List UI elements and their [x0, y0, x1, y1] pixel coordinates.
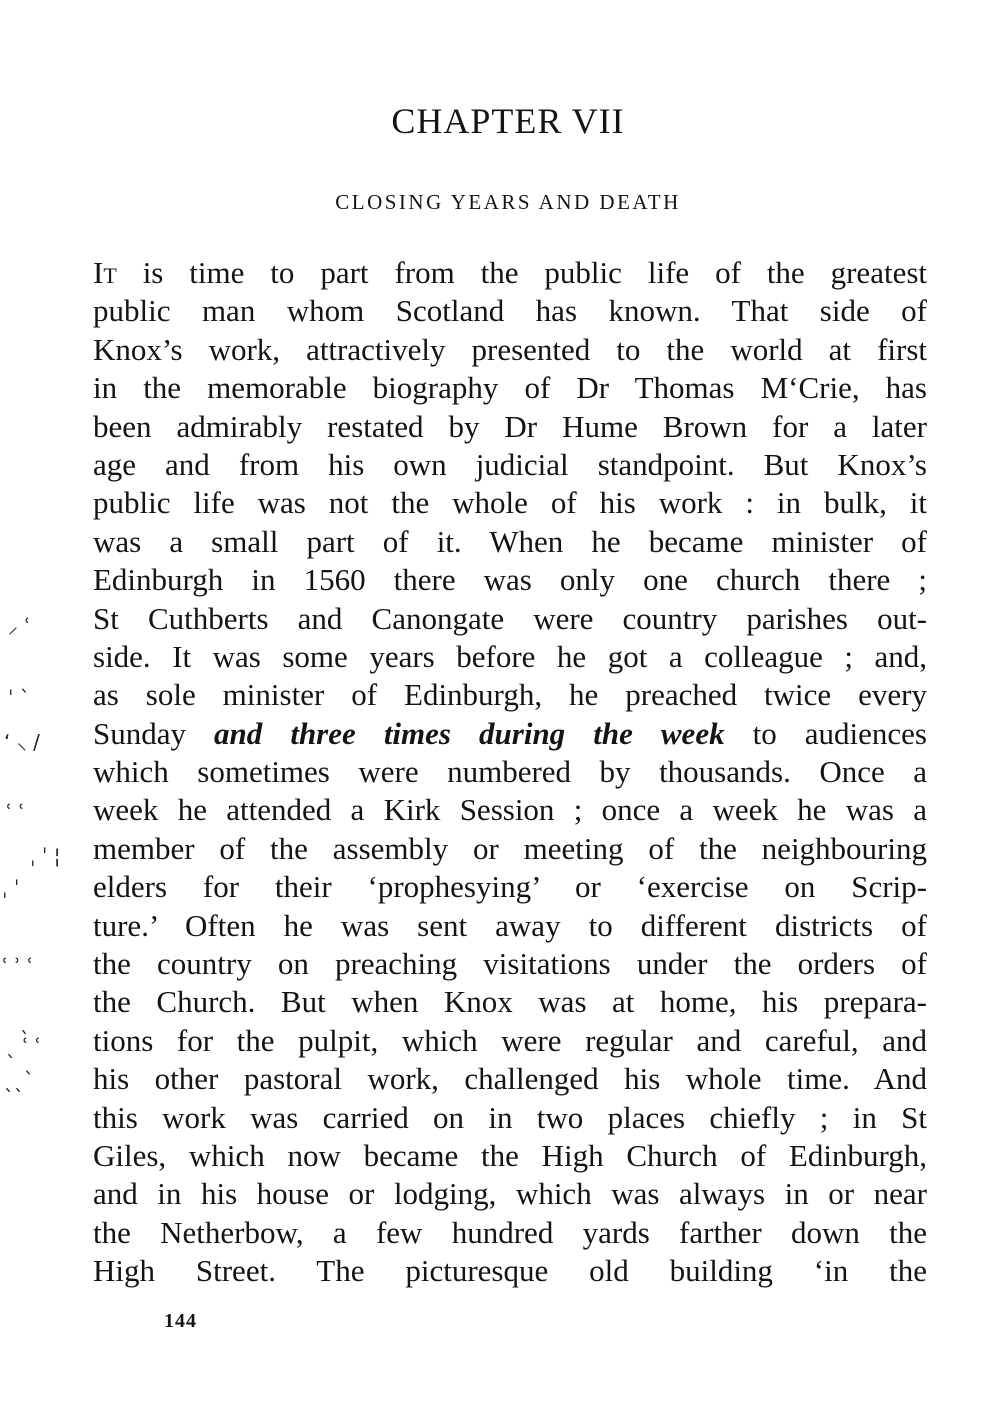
- pencil-mark: ˎ: [20, 1010, 30, 1034]
- text-line: been admirably restated by Dr Hume Brown for a later: [93, 408, 927, 444]
- italic-phrase: and three times during the week: [214, 715, 725, 751]
- pencil-mark: ˎˎˋ: [4, 1068, 34, 1092]
- text-line: St Cuthberts and Canongate were country parishes out-: [93, 600, 927, 636]
- text-line: High Street. The picturesque old building ‘in the: [93, 1253, 927, 1289]
- opening-word: It: [93, 255, 117, 290]
- text-line: public man whom Scotland has known. That side of: [93, 293, 927, 329]
- pencil-mark: ʿ ʿ: [6, 800, 25, 824]
- pencil-mark: ʻ ⸜ /: [4, 730, 40, 754]
- text-line: side. It was some years before he got a colleague ; and,: [93, 638, 927, 674]
- text-line: ture.’ Often he was sent away to different districts of: [93, 907, 927, 943]
- page-number: 144: [164, 1310, 197, 1332]
- text-line: Edinburgh in 1560 there was only one church there ;: [93, 562, 927, 598]
- margin-annotations: [0, 0, 90, 1414]
- text-line: week he attended a Kirk Session ; once a week he was a: [93, 792, 927, 828]
- chapter-title: CHAPTER VII: [391, 101, 625, 141]
- pencil-mark: ˈ ˋ: [8, 686, 30, 710]
- text-line: this work was carried on in two places chiefly ; in St: [93, 1099, 927, 1135]
- text-line: the Netherbow, a few hundred yards farther down the: [93, 1214, 927, 1250]
- text-line: his other pastoral work, challenged his whole time. And: [93, 1061, 927, 1097]
- pencil-mark: ˎ ʿ ʿ: [6, 1034, 41, 1058]
- text-line: the country on preaching visitations under the orders of: [93, 946, 927, 982]
- text-line: Sunday and three times during the week to audiences: [93, 715, 927, 751]
- text-line: Knox’s work, attractively presented to the world at first: [93, 331, 927, 367]
- text-line: in the memorable biography of Dr Thomas M‘Crie, has: [93, 370, 927, 406]
- text-line: public life was not the whole of his work : in bulk, it: [93, 485, 927, 521]
- section-title: CLOSING YEARS AND DEATH: [335, 190, 681, 214]
- text-line: elders for their ‘prophesying’ or ‘exercise on Scrip-: [93, 869, 927, 905]
- body-text: [93, 254, 927, 1291]
- text-line: which sometimes were numbered by thousands. Once a: [93, 754, 927, 790]
- text-line: and in his house or lodging, which was always in or near: [93, 1176, 927, 1212]
- pencil-mark: ⸝ ʿ: [8, 614, 31, 638]
- pencil-mark: ˌ ˈ: [2, 876, 20, 900]
- text-line: was a small part of it. When he became minister of: [93, 523, 927, 559]
- text-line: It is time to part from the public life of the greatest: [93, 255, 927, 290]
- text-line: age and from his own judicial standpoint. But Knox’s: [93, 446, 927, 482]
- pencil-mark: ʿ ʾ ʿ: [2, 954, 34, 978]
- text-line: Giles, which now became the High Church of Edinburgh,: [93, 1137, 927, 1173]
- text-line: member of the assembly or meeting of the neighbouring: [93, 830, 927, 866]
- text-line: as sole minister of Edinburgh, he preached twice every: [93, 677, 927, 713]
- text-line: the Church. But when Knox was at home, his prepara-: [93, 984, 927, 1020]
- pencil-mark: ˌ ˈ ¦: [30, 844, 61, 868]
- text-line: tions for the pulpit, which were regular and careful, and: [93, 1022, 927, 1058]
